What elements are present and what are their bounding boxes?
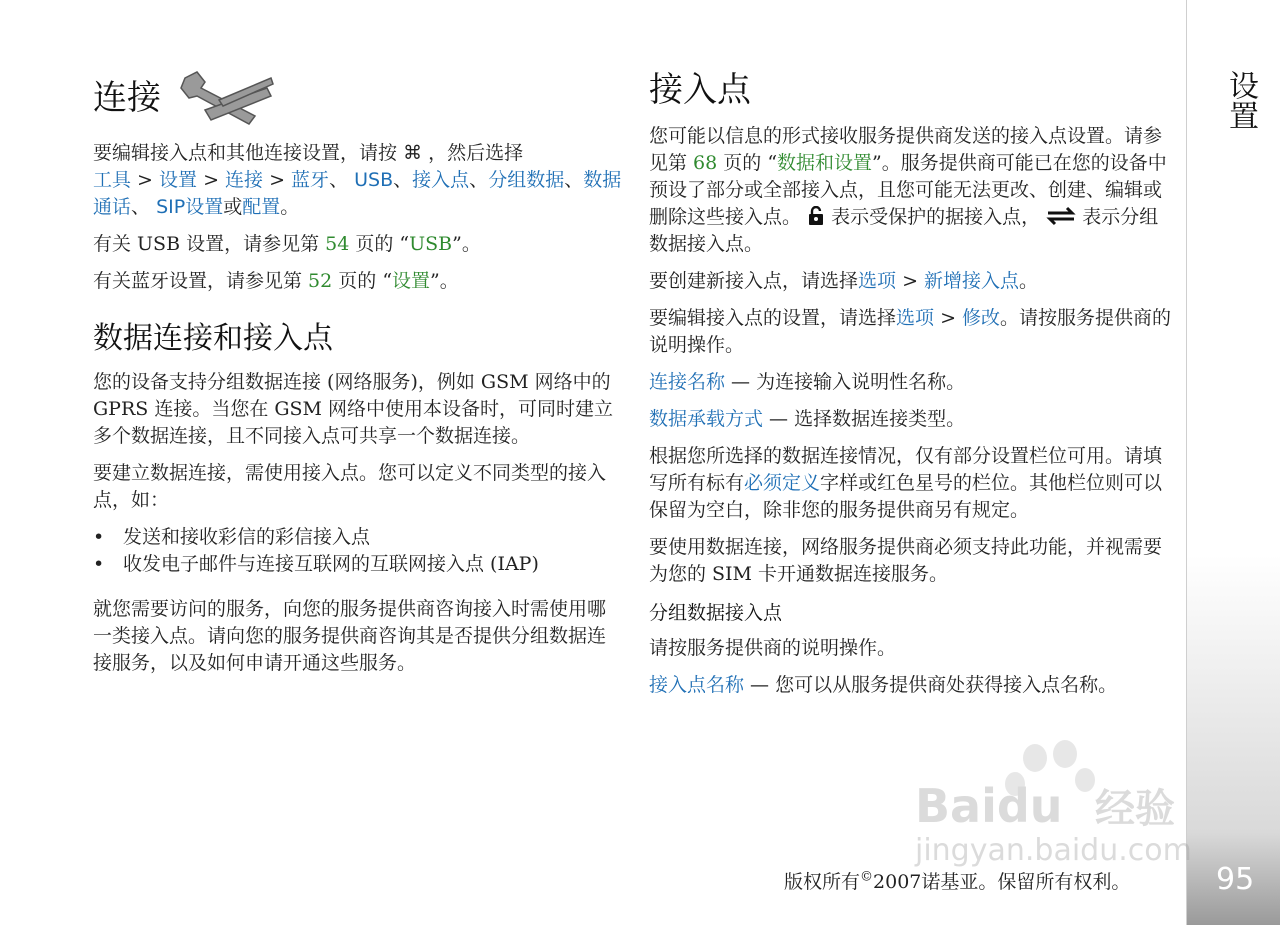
setting-connection-name[interactable]: 连接名称 bbox=[649, 370, 726, 393]
paragraph: 就您需要访问的服务，向您的服务提供商咨询接入时需使用哪一类接入点。请向您的服务提供商咨询其是否提供分组数据连接服务，以及如何申请开通这些服务。 bbox=[93, 598, 607, 674]
menu-link-bluetooth[interactable]: 蓝牙 bbox=[291, 169, 330, 191]
setting-access-point-name[interactable]: 接入点名称 bbox=[649, 673, 745, 696]
packet-data-arrows-icon bbox=[1046, 206, 1076, 226]
paragraph: 要使用数据连接，网络服务提供商必须支持此功能，并视需要为您的 SIM 卡开通数据连接服务。 bbox=[649, 535, 1163, 585]
list-item: • 发送和接收彩信的彩信接入点 bbox=[93, 524, 623, 551]
menu-link-options[interactable]: 选项 bbox=[858, 269, 897, 292]
page-ref-68[interactable]: 68 bbox=[693, 151, 718, 174]
required-label: 必须定义 bbox=[744, 471, 821, 494]
copyright-notice: 版权所有©2007诺基亚。保留所有权利。 bbox=[784, 869, 1131, 893]
left-column bbox=[93, 70, 623, 687]
paragraph: 要编辑接入点的设置，请选择选项 > 修改。请按服务提供商的说明操作。 bbox=[649, 306, 1172, 356]
watermark-brand: Baidu bbox=[915, 779, 1063, 833]
lock-icon bbox=[807, 206, 825, 226]
menu-link-settings[interactable]: 设置 bbox=[159, 169, 198, 191]
paragraph: 数据承载方式 — 选择数据连接类型。 bbox=[649, 407, 966, 430]
menu-link-data-call[interactable]: 数据通话 bbox=[93, 169, 622, 218]
watermark-url: jingyan.baidu.com bbox=[915, 833, 1192, 868]
section-title: 连接 bbox=[93, 77, 161, 118]
paragraph: 请按服务提供商的说明操作。 bbox=[649, 636, 897, 659]
ref-usb[interactable]: USB bbox=[409, 233, 453, 255]
bullet-list bbox=[93, 524, 623, 578]
menu-link-tools[interactable]: 工具 bbox=[93, 169, 132, 191]
section-header bbox=[93, 70, 623, 126]
menu-link-config[interactable]: 配置 bbox=[242, 196, 281, 218]
menu-link-packet-data[interactable]: 分组数据 bbox=[488, 169, 565, 191]
setting-data-bearer[interactable]: 数据承载方式 bbox=[649, 407, 764, 430]
paragraph: 要建立数据连接，需使用接入点。您可以定义不同类型的接入点，如： bbox=[93, 462, 607, 511]
page-number: 95 bbox=[1216, 862, 1255, 897]
paragraph: 您可能以信息的形式接收服务提供商发送的接入点设置。请参见第 68 页的 “数据和设置”。服务提供商可能已在您的设备中预设了部分或全部接入点，且您可能无法更改、创建、编辑或删除这些接入点。 表示受保护的据接入点， 表示分组数据接入点。 bbox=[649, 124, 1167, 255]
side-tab-label: 设置 bbox=[1223, 70, 1258, 130]
ref-data-and-settings[interactable]: 数据和设置 bbox=[777, 151, 873, 174]
list-item: • 收发电子邮件与连接互联网的互联网接入点 (IAP) bbox=[93, 551, 623, 578]
menu-link-new-access-point[interactable]: 新增接入点 bbox=[924, 269, 1020, 292]
tools-key-icon: ⌘ bbox=[403, 142, 423, 164]
watermark-brand-cn: 经验 bbox=[1095, 786, 1175, 832]
tools-icon bbox=[175, 70, 275, 126]
bluetooth-reference: 有关蓝牙设置，请参见第 52 页的 “设置”。 bbox=[93, 270, 459, 292]
page-ref-52[interactable]: 52 bbox=[308, 270, 333, 292]
page-ref-54[interactable]: 54 bbox=[325, 233, 350, 255]
intro-paragraph: 要编辑接入点和其他连接设置，请按 ⌘ ，然后选择 工具 > 设置 > 连接 > 蓝牙、 USB、接入点、分组数据、数据通话、 SIP设置或配置。 bbox=[93, 142, 622, 218]
subheading: 分组数据接入点 bbox=[649, 601, 783, 624]
menu-link-connection[interactable]: 连接 bbox=[225, 169, 264, 191]
paragraph: 接入点名称 — 您可以从服务提供商处获得接入点名称。 bbox=[649, 673, 1118, 696]
paragraph: 您的设备支持分组数据连接 (网络服务)，例如 GSM 网络中的 GPRS 连接。当您在 GSM 网络中使用本设备时，可同时建立多个数据连接，且不同接入点可共享一个数据连接。 bbox=[93, 371, 614, 447]
baidu-watermark bbox=[905, 740, 1205, 870]
right-column bbox=[649, 70, 1174, 709]
menu-link-access-points[interactable]: 接入点 bbox=[412, 169, 470, 191]
paragraph: 连接名称 — 为连接输入说明性名称。 bbox=[649, 370, 966, 393]
paragraph: 根据您所选择的数据连接情况，仅有部分设置栏位可用。请填写所有标有必须定义字样或红色星号的栏位。其他栏位则可以保留为空白，除非您的服务提供商另有规定。 bbox=[649, 444, 1163, 521]
section-title: 接入点 bbox=[649, 70, 751, 110]
menu-link-options[interactable]: 选项 bbox=[896, 306, 935, 329]
menu-link-usb[interactable]: USB bbox=[354, 169, 394, 191]
menu-link-edit[interactable]: 修改 bbox=[962, 306, 1001, 329]
subsection-title: 数据连接和接入点 bbox=[93, 321, 333, 356]
ref-settings[interactable]: 设置 bbox=[392, 270, 431, 292]
usb-reference: 有关 USB 设置，请参见第 54 页的 “USB”。 bbox=[93, 233, 481, 255]
menu-link-sip[interactable]: SIP设置 bbox=[156, 196, 224, 218]
paragraph: 要创建新接入点，请选择选项 > 新增接入点。 bbox=[649, 269, 1039, 292]
